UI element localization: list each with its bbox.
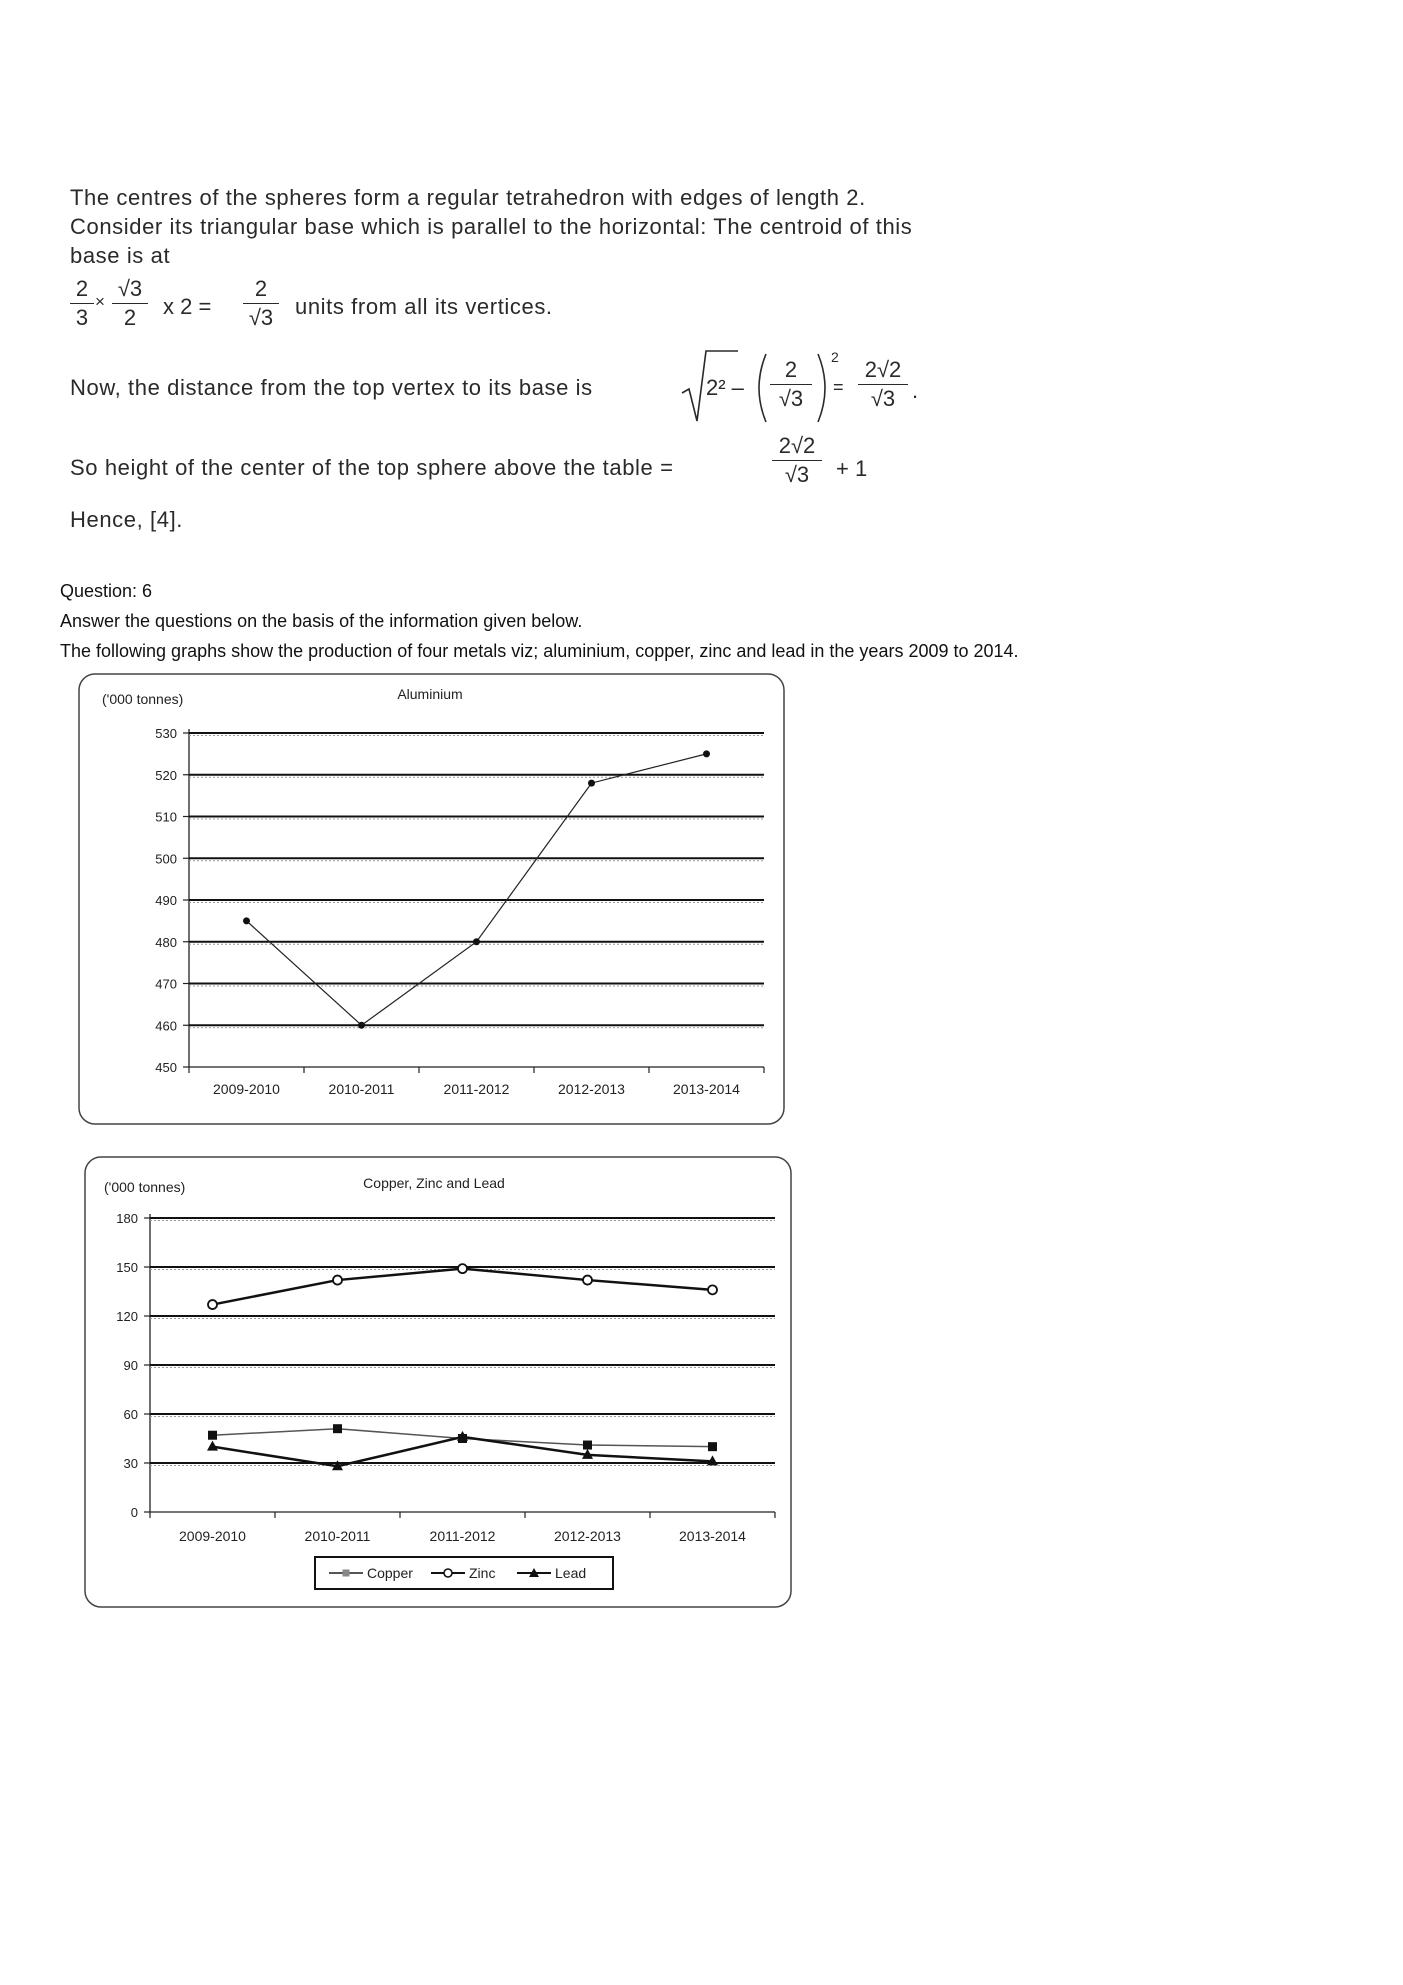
unit-label: ('000 tonnes) [104, 1179, 186, 1195]
fraction-denominator: √3 [778, 386, 804, 411]
x-tick-label: 2010-2011 [328, 1081, 395, 1097]
equation-lead: Now, the distance from the top vertex to its base is [70, 375, 593, 400]
data-point-aluminium [243, 917, 250, 924]
fraction-numerator: 2 [75, 276, 89, 301]
y-tick-label: 180 [116, 1211, 138, 1226]
legend-label-zinc: Zinc [469, 1565, 496, 1581]
question-instruction: Answer the questions on the basis of the information given below. [60, 611, 583, 631]
plus-one: + 1 [836, 456, 868, 481]
fraction-numerator: 2√2 [864, 357, 902, 382]
fraction-two-thirds [70, 276, 94, 331]
y-tick-label: 470 [155, 976, 177, 992]
data-point-zinc [333, 1276, 342, 1285]
data-point-aluminium [473, 938, 480, 945]
x-tick-label: 2012-2013 [558, 1081, 625, 1097]
question-description: The following graphs show the production of four metals viz; aluminium, copper, zinc and lead in the years 2009 to 2014. [60, 641, 1019, 661]
y-tick-label: 520 [155, 767, 177, 783]
solution-conclusion: Hence, [4]. [70, 507, 183, 532]
data-point-copper [583, 1441, 592, 1450]
data-point-zinc [708, 1285, 717, 1294]
chart-title: Copper, Zinc and Lead [363, 1175, 505, 1191]
x-tick-label: 2009-2010 [213, 1081, 280, 1097]
equals-sign: = [833, 377, 844, 397]
fraction-result [772, 433, 822, 488]
y-tick-label: 500 [155, 851, 177, 867]
multiply-two: x 2 = [163, 294, 212, 319]
y-tick-label: 450 [155, 1060, 177, 1075]
fraction-2-over-root3 [243, 276, 279, 331]
y-tick-label: 460 [155, 1018, 177, 1034]
solution-line-3: base is at [70, 243, 171, 268]
equation-lead: So height of the center of the top sphere above the table = [70, 455, 674, 480]
x-tick-label: 2013-2014 [679, 1528, 746, 1544]
data-point-aluminium [703, 750, 710, 757]
legend-label-copper: Copper [367, 1565, 413, 1581]
y-tick-label: 120 [116, 1309, 138, 1324]
radicand-term: 2² – [706, 375, 744, 400]
data-point-copper [333, 1424, 342, 1433]
fraction-root3-over-2 [112, 276, 148, 331]
fraction-denominator: 2 [123, 305, 137, 330]
question-number: Question: 6 [60, 581, 153, 601]
y-tick-label: 480 [155, 934, 177, 950]
data-point-aluminium [358, 1022, 365, 1029]
y-tick-label: 90 [123, 1358, 138, 1373]
x-tick-label: 2009-2010 [179, 1528, 246, 1544]
y-tick-label: 30 [123, 1456, 138, 1471]
unit-label: ('000 tonnes) [102, 691, 184, 707]
fraction-2-over-root3 [770, 357, 812, 412]
data-point-zinc [583, 1276, 592, 1285]
times-sign: × [95, 292, 105, 311]
period: . [912, 378, 919, 403]
fraction-numerator: 2√2 [778, 433, 816, 458]
fraction-numerator: 2 [784, 357, 798, 382]
legend-marker [343, 1570, 350, 1577]
data-point-aluminium [588, 780, 595, 787]
legend-label-lead: Lead [555, 1565, 587, 1581]
y-tick-label: 490 [155, 893, 177, 908]
fraction-denominator: 3 [75, 305, 89, 330]
x-tick-label: 2011-2012 [443, 1081, 510, 1097]
fraction-numerator: √3 [117, 276, 143, 301]
x-tick-label: 2013-2014 [673, 1081, 740, 1097]
y-tick-label: 530 [155, 726, 177, 741]
y-tick-label: 150 [116, 1260, 138, 1275]
y-tick-label: 60 [123, 1407, 138, 1422]
fraction-denominator: √3 [248, 305, 274, 330]
data-point-copper [708, 1442, 717, 1451]
y-tick-label: 0 [130, 1505, 138, 1520]
data-point-copper [208, 1431, 217, 1440]
fraction-denominator: √3 [784, 462, 810, 487]
legend-marker [444, 1569, 452, 1577]
solution-line-2: Consider its triangular base which is parallel to the horizontal: The centroid of this [70, 214, 913, 239]
fraction-numerator: 2 [254, 276, 268, 301]
x-tick-label: 2011-2012 [429, 1528, 496, 1544]
solution-line-1: The centres of the spheres form a regular tetrahedron with edges of length 2. [70, 185, 866, 210]
aluminium-chart [76, 671, 788, 1129]
data-point-zinc [208, 1300, 217, 1309]
fraction-result [858, 357, 908, 412]
copper-zinc-lead-chart [82, 1154, 795, 1612]
y-tick-label: 510 [155, 809, 177, 825]
chart-title: Aluminium [397, 686, 463, 702]
x-tick-label: 2010-2011 [304, 1528, 371, 1544]
equation-tail: units from all its vertices. [295, 294, 553, 319]
data-point-zinc [458, 1264, 467, 1273]
fraction-denominator: √3 [870, 386, 896, 411]
power-exponent: 2 [831, 349, 839, 365]
x-tick-label: 2012-2013 [554, 1528, 621, 1544]
